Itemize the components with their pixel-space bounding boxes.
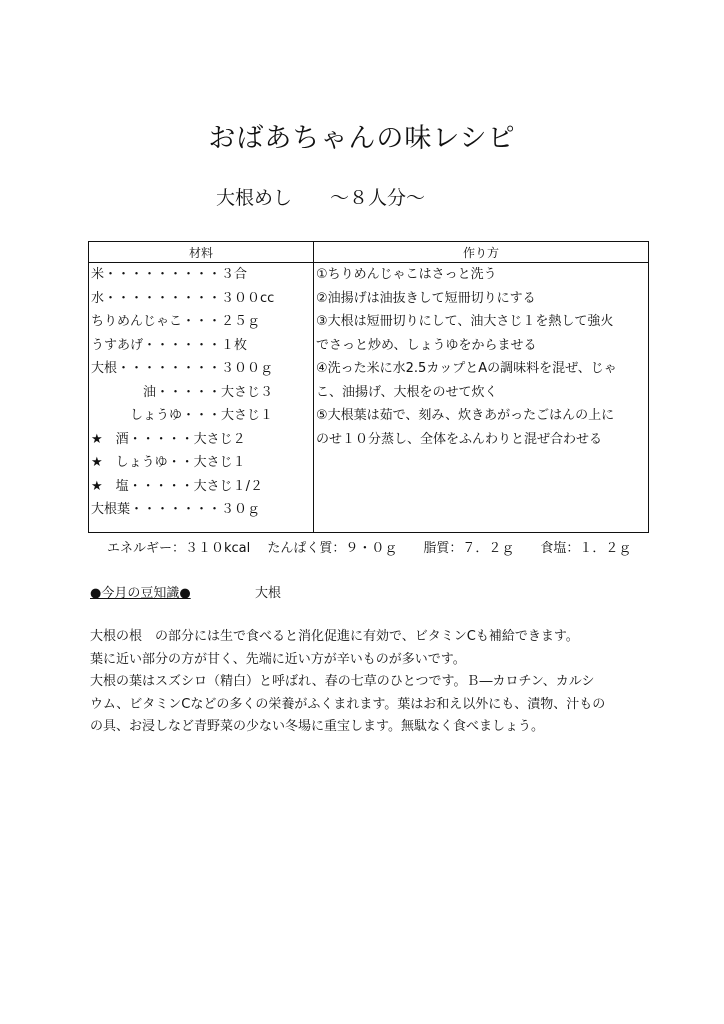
tips-line: の具、お浸しなど青野菜の少ない冬場に重宝します。無駄なく食べましょう。: [90, 719, 544, 734]
step-line: ③大根は短冊切りにして、油大さじ１を熱して強火: [316, 314, 614, 329]
tips-line: ウム、ビタミンCなどの多くの栄養がふくまれます。葉はお和え以外にも、漬物、汁もの: [90, 696, 606, 712]
ingredient-line: ★ 塩・・・・・大さじ１/２: [91, 478, 264, 494]
page-title: おばあちゃんの味レシピ: [208, 123, 516, 154]
ingredients-cell: [89, 263, 314, 533]
ingredient-line: 米・・・・・・・・・３合: [91, 267, 248, 282]
step-line: のせ１０分蒸し、全体をふんわりと混ぜ合わせる: [316, 431, 603, 447]
ingredient-line: 油・・・・・大さじ３: [91, 384, 274, 400]
ingredient-line: 大根・・・・・・・・３００ｇ: [91, 361, 274, 376]
tips-line: 葉に近い部分の方が甘く、先端に近い方が辛いものが多いです。: [90, 651, 466, 667]
ingredient-line: 水・・・・・・・・・３００cc: [91, 290, 275, 306]
tips-line: 大根の根 の部分には生で食べると消化促進に有効で、ビタミンCも補給できます。: [90, 629, 579, 644]
ingredient-line: ★ 酒・・・・・大さじ２: [91, 431, 246, 447]
steps-cell: [314, 263, 649, 533]
ingredient-line: ★ しょうゆ・・大さじ１: [91, 455, 246, 470]
ingredient-line: ちりめんじゃこ・・・２５ｇ: [91, 314, 261, 329]
recipe-table: [88, 241, 649, 533]
steps-header: 作り方: [314, 242, 649, 263]
ingredient-line: うすあげ・・・・・・１枚: [91, 337, 248, 353]
recipe-subtitle: 大根めし ～８人分～: [216, 187, 426, 209]
nutrition-info: エネルギー：３１０kcal たんぱく質：９・０ｇ 脂質：７．２ｇ 食塩：１．２ｇ: [107, 541, 632, 556]
step-line: でさっと炒め、しょうゆをからませる: [316, 337, 537, 353]
step-line: ⑤大根葉は茹で、刻み、炊きあがったごはんの上に: [316, 408, 615, 423]
ingredients-header: 材料: [89, 242, 314, 263]
tips-body: [90, 626, 650, 739]
tips-line: 大根の葉はスズシロ（精白）と呼ばれ、春の七草のひとつです。Ｂ―カロチン、カルシ: [90, 674, 595, 689]
step-line: ①ちりめんじゃこはさっと洗う: [316, 267, 497, 282]
ingredient-line: 大根葉・・・・・・・３０ｇ: [91, 502, 261, 517]
ingredient-line: しょうゆ・・・大さじ１: [91, 408, 274, 423]
step-line: こ、油揚げ、大根をのせて炊く: [316, 384, 498, 400]
tips-topic: 大根: [255, 586, 282, 601]
step-line: ④洗った米に水2.5カップとAの調味料を混ぜ、じゃ: [316, 361, 617, 376]
step-line: ②油揚げは油抜きして短冊切りにする: [316, 290, 536, 306]
tips-heading: ●今月の豆知識●: [90, 586, 191, 601]
